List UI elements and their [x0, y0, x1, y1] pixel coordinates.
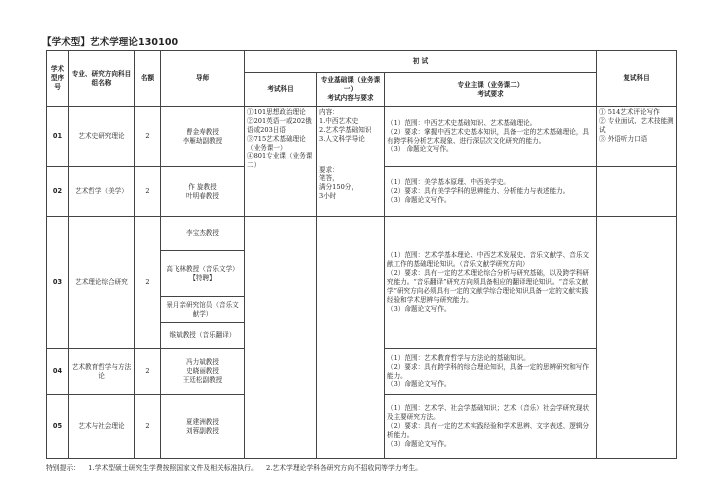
header-main-course-title: 专业主课（业务课二） — [457, 80, 524, 89]
footer-note-2: 2.艺术学理论学科各研究方向不招收同等学力考生。 — [265, 464, 422, 472]
footer-note — [46, 462, 428, 472]
basic-content-line: 内容： — [319, 108, 339, 116]
row-direction: 艺术史研究理论 — [69, 107, 135, 167]
advisor-name: 景月亲研究馆员（音乐文献学） — [166, 300, 239, 318]
header-seq: 学术型序号 — [47, 51, 69, 107]
header-basic-course — [317, 73, 385, 107]
row-advisors — [161, 167, 245, 217]
requirement-line: （1）范围：美学基本原理、中西美学史。 — [387, 178, 510, 187]
spacer — [319, 144, 382, 166]
retest-empty — [597, 167, 677, 217]
basic-req-line: 要求： — [319, 165, 339, 174]
requirement-line: （3）命题论文写作。 — [387, 195, 451, 204]
row-advisors — [161, 107, 245, 167]
basic-content-line: 2.艺术学基础知识 — [319, 125, 372, 134]
requirement-line: （2）要求：具有一定的艺术理论综合分析与研究基础，以及跨学科研究能力。“音乐翻译”研究方向须具备相应的翻译理论知识。“音乐文献学”研究方向必须具有一定的文献学综合理论知识具备一定的文献实践经验和学术思辨与研究能力。 — [387, 269, 590, 304]
advisor-name: 曹金寿教授 — [186, 127, 219, 136]
retest-item: ③ 外语听力口语 — [599, 134, 648, 143]
subject-item: ②201英语一或202俄语或203日语 — [247, 116, 312, 134]
main-course-requirements — [385, 395, 597, 459]
row-number: 01 — [47, 107, 69, 167]
row-number: 03 — [47, 217, 69, 349]
requirement-line: （2）要求：具有一定的艺术实践经验和学术思辨、文字表述、逻辑分析能力。 — [387, 422, 590, 439]
requirement-line: （1）范围：艺术教育哲学与方法论的基础知识。 — [387, 353, 530, 362]
row-quota: 2 — [135, 107, 161, 167]
requirement-line: （3）命题论文写作。 — [387, 304, 451, 313]
header-advisor: 导师 — [161, 51, 245, 107]
requirement-line: （3）命题论文写作。 — [387, 439, 451, 448]
row-advisors — [161, 395, 245, 459]
row-direction: 艺术理论综合研究 — [69, 217, 135, 349]
page-title: 【学术型】艺术学理论130100 — [42, 37, 179, 48]
header-main-course-sub: 考试要求 — [477, 89, 504, 98]
requirement-line: （1）范围：中西艺术史基础知识、艺术基础理论。 — [387, 118, 537, 127]
main-course-requirements — [385, 167, 597, 217]
table-row — [47, 217, 677, 251]
header-basic-course-title: 专业基础课（业务课一） — [320, 76, 381, 94]
main-course-requirements — [385, 217, 597, 349]
subject-item: ①101思想政治理论 — [247, 108, 306, 116]
basic-empty — [317, 217, 385, 459]
requirement-line: （2）要求：具有跨学科的综合理论知识，具备一定的思辨研究和写作能力。 — [387, 362, 590, 380]
admissions-table — [46, 50, 677, 459]
subject-item: ④801专业课（业务课二） — [247, 152, 313, 170]
advisor-name: 李雁劫副教授 — [182, 136, 223, 145]
advisor-name: 作 旋教授 — [188, 182, 217, 191]
footer-note-1: 1.学术型硕士研究生学费按照国家文件及相关标准执行。 — [88, 464, 258, 472]
retest-subjects — [597, 107, 677, 167]
requirement-line: （1）范围：艺术学基本理论、中西艺术发展史、音乐文献学、音乐文献工作的基础理论知识。（音乐文献学研究方向） — [387, 251, 590, 269]
retest-item: ① 514艺术评论写作 — [599, 108, 660, 116]
advisor-cell — [161, 251, 245, 297]
requirement-line: （1）范围：艺术学、社会学基础知识；艺术（音乐）社会学研究现状及主要研究方法。 — [387, 404, 590, 422]
requirement-line: （3）命题论文写作。 — [387, 380, 451, 389]
row-direction: 艺术与社会理论 — [69, 395, 135, 459]
row-direction: 艺术教育哲学与方法论 — [69, 349, 135, 395]
row-quota: 2 — [135, 349, 161, 395]
advisor-name: 夏建洲教授 — [186, 417, 219, 426]
header-subjects: 考试科目 — [245, 73, 317, 107]
header-exam-group: 初 试 — [245, 51, 597, 73]
main-course-requirements — [385, 349, 597, 395]
advisor-name: 叶明春教授 — [186, 191, 219, 200]
basic-req-line: 3小时 — [319, 192, 337, 201]
advisor-name: 史晓丽教授 — [186, 367, 219, 376]
row-number: 05 — [47, 395, 69, 459]
subjects-empty — [245, 217, 317, 459]
header-main-course — [385, 73, 597, 107]
header-retest: 复试科目 — [597, 51, 677, 107]
advisor-cell — [161, 323, 245, 349]
row-direction: 艺术哲学（美学） — [69, 167, 135, 217]
advisor-name: 高飞林教授（音乐文学）【特聘】 — [166, 264, 239, 282]
advisor-name: 刘蓉副教授 — [186, 426, 219, 435]
header-basic-course-sub: 考试内容与要求 — [327, 93, 374, 102]
subject-item: ③715艺术基础理论（业务课一） — [247, 134, 306, 152]
basic-content-line: 3.人文科学导论 — [319, 134, 365, 143]
requirement-line: （2）要求：具有美学学科的思辨能力、分析能力与表述能力。 — [387, 187, 570, 196]
retest-empty — [597, 217, 677, 459]
row-number: 02 — [47, 167, 69, 217]
basic-course-content — [317, 107, 385, 217]
advisor-name: 冯力斌教授 — [186, 358, 219, 367]
requirement-line: （3） 命题论文写作。 — [387, 145, 453, 154]
footer-label: 特别提示： — [46, 464, 80, 472]
basic-content-line: 1.中西艺术史 — [319, 116, 359, 125]
row-advisors — [161, 349, 245, 395]
advisor-cell — [161, 217, 245, 251]
header-quota: 名额 — [135, 51, 161, 107]
row-quota: 2 — [135, 395, 161, 459]
advisor-cell — [161, 297, 245, 323]
exam-subjects — [245, 107, 317, 217]
basic-req-line: 满分150分， — [319, 183, 358, 192]
table-row — [47, 107, 677, 167]
row-quota: 2 — [135, 167, 161, 217]
row-number: 04 — [47, 349, 69, 395]
main-course-requirements — [385, 107, 597, 167]
advisor-name: 缑斌教授（音乐翻译） — [169, 331, 236, 340]
advisor-name: 王廷松副教授 — [182, 375, 223, 384]
row-quota: 2 — [135, 217, 161, 349]
advisor-name: 李宝杰教授 — [186, 229, 219, 238]
header-direction: 专业、研究方向科目组名称 — [69, 51, 135, 107]
requirement-line: （2）要求：掌握中西艺术史基本知识，具备一定的艺术基础理论，具有跨学科分析艺术现象、进行深层次文化研究的能力。 — [387, 127, 590, 145]
retest-item: ② 专业面试、艺术技能测试 — [599, 116, 674, 134]
basic-req-line: 笔答， — [319, 174, 339, 183]
